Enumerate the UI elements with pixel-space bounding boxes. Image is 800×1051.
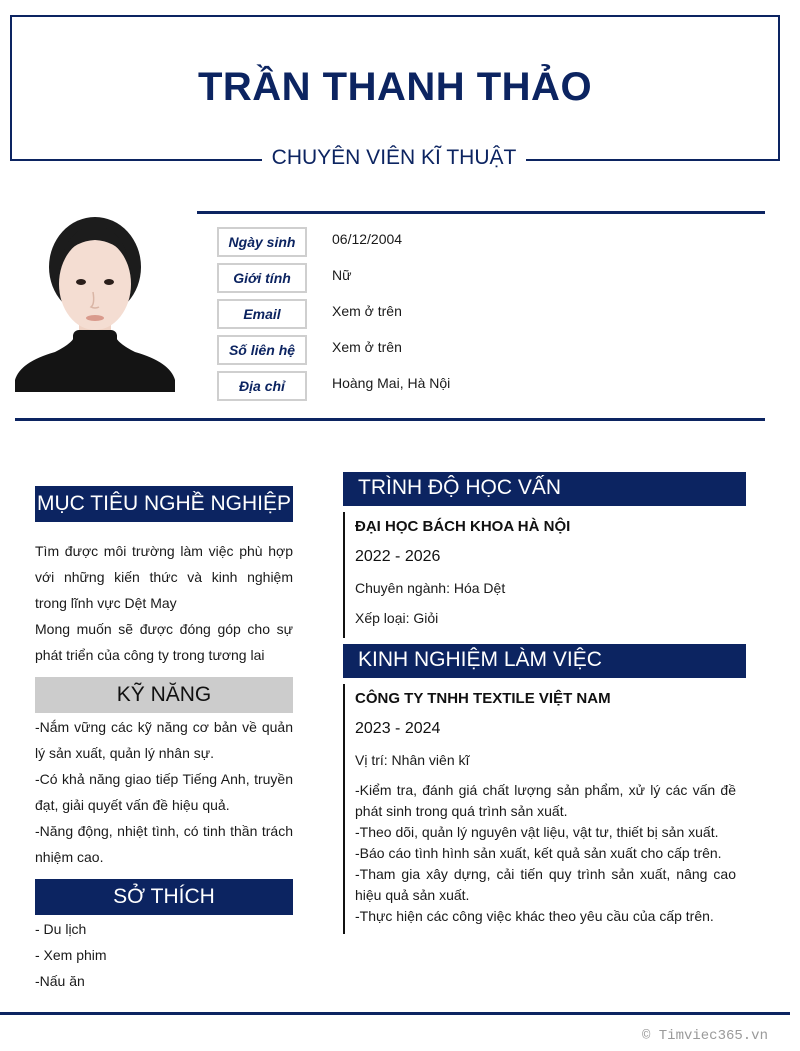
duty-item: -Tham gia xây dựng, cải tiến quy trình sản xuất, nâng cao hiệu quả sản xuất. — [355, 866, 736, 903]
education-years: 2022 - 2026 — [355, 548, 441, 565]
education-heading: TRÌNH ĐỘ HỌC VẤN — [343, 472, 746, 506]
info-label: Địa chỉ — [217, 371, 307, 401]
footer-watermark: © Timviec365.vn — [641, 1028, 768, 1044]
info-rule-bottom — [15, 418, 765, 421]
skills-heading: KỸ NĂNG — [35, 677, 293, 713]
hobby-item: -Nấu ăn — [35, 973, 85, 989]
info-row-address — [217, 371, 617, 401]
duty-item: -Thực hiện các công việc khác theo yêu cầu của cấp trên. — [355, 908, 714, 924]
hobbies-list — [35, 916, 293, 994]
hobby-item: - Du lịch — [35, 921, 87, 937]
experience-position: Vị trí: Nhân viên kĩ — [355, 752, 470, 768]
objective-text — [35, 538, 293, 668]
info-label: Giới tính — [217, 263, 307, 293]
company-name: CÔNG TY TNHH TEXTILE VIỆT NAM — [355, 690, 611, 707]
candidate-name: TRẦN THANH THẢO — [197, 65, 593, 109]
school-name: ĐẠI HỌC BÁCH KHOA HÀ NỘI — [355, 518, 571, 535]
profile-photo — [15, 212, 175, 392]
duty-item: -Báo cáo tình hình sản xuất, kết quả sản xuất cho cấp trên. — [355, 845, 722, 861]
info-label: Ngày sinh — [217, 227, 307, 257]
skills-list — [35, 714, 293, 870]
duty-item: -Theo dõi, quản lý nguyên vật liệu, vật tư, thiết bị sản xuất. — [355, 824, 719, 840]
info-label: Email — [217, 299, 307, 329]
skill-item: -Có khả năng giao tiếp Tiếng Anh, truyền đạt, giải quyết vấn đề hiệu quả. — [35, 771, 293, 813]
info-rule-top — [197, 211, 765, 214]
objective-paragraph: Tìm được môi trường làm việc phù hợp với những kiến thức và kinh nghiệm trong lĩnh vực Dệt May — [35, 543, 293, 611]
hobby-item: - Xem phim — [35, 947, 107, 963]
info-value: Hoàng Mai, Hà Nội — [332, 375, 451, 391]
experience-heading: KINH NGHIỆM LÀM VIỆC — [343, 644, 746, 678]
objective-paragraph: Mong muốn sẽ được đóng góp cho sự phát triển của công ty trong tương lai — [35, 621, 293, 663]
education-grade: Xếp loại: Giỏi — [355, 610, 439, 626]
info-row-phone — [217, 335, 617, 365]
info-row-gender — [217, 263, 617, 293]
education-major: Chuyên ngành: Hóa Dệt — [355, 580, 506, 596]
info-value: 06/12/2004 — [332, 231, 403, 247]
objective-heading: MỤC TIÊU NGHỀ NGHIỆP — [35, 486, 293, 522]
info-label: Số liên hệ — [217, 335, 307, 365]
hobbies-heading: SỞ THÍCH — [35, 879, 293, 915]
bottom-rule — [0, 1012, 790, 1015]
duty-item: -Kiểm tra, đánh giá chất lượng sản phẩm, xử lý các vấn đề phát sinh trong quá trình sản xuất. — [355, 782, 736, 819]
info-value: Nữ — [332, 267, 352, 283]
info-value: Xem ở trên — [332, 339, 402, 355]
job-title: CHUYÊN VIÊN KĨ THUẬT — [271, 146, 517, 169]
info-value: Xem ở trên — [332, 303, 402, 319]
skill-item: -Năng động, nhiệt tình, có tinh thần trách nhiệm cao. — [35, 823, 293, 865]
info-row-email — [217, 299, 617, 329]
experience-block — [343, 684, 746, 934]
education-block — [343, 512, 746, 638]
portrait-icon — [15, 212, 175, 392]
info-row-dob — [217, 227, 617, 257]
duties-list — [355, 780, 746, 927]
job-title-wrap — [262, 145, 526, 171]
name-header-box — [10, 15, 780, 161]
experience-years: 2023 - 2024 — [355, 720, 441, 737]
skill-item: -Nắm vững các kỹ năng cơ bản về quản lý sản xuất, quản lý nhân sự. — [35, 719, 293, 761]
